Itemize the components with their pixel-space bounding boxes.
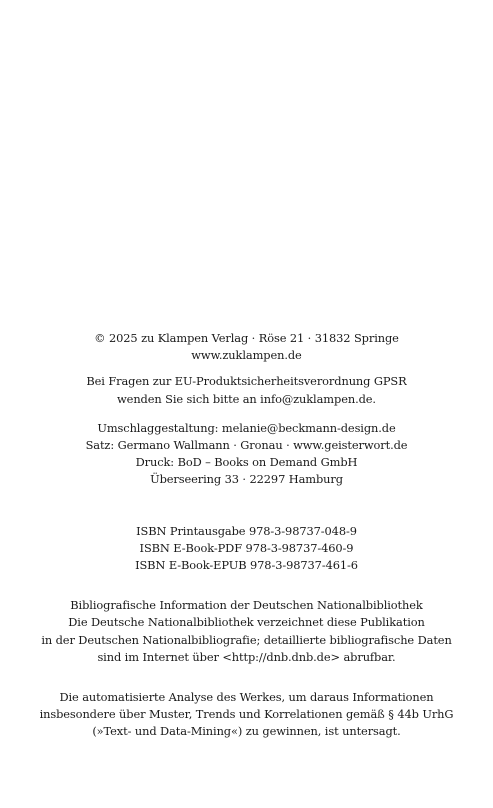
imprint-text: [0, 330, 493, 741]
publisher-website: www.zuklampen.de: [191, 348, 302, 363]
tdm-line-3: (»Text- und Data-Mining«) zu gewinnen, ist untersagt.: [92, 724, 401, 739]
tdm-block: [0, 689, 493, 741]
bibliographic-line-1: Bibliografische Information der Deutschen Nationalbibliothek: [70, 598, 423, 613]
gpsr-line-1: Bei Fragen zur EU-Produktsicherheitsverordnung GPSR: [86, 374, 407, 389]
typesetting-credit: Satz: Germano Wallmann · Gronau · www.geisterwort.de: [85, 438, 408, 453]
spacer: [0, 364, 493, 373]
isbn-pdf: ISBN E-Book-PDF 978-3-98737-460-9: [139, 540, 354, 555]
tdm-line-1: Die automatisierte Analyse des Werkes, um daraus Informationen: [59, 690, 434, 705]
bibliographic-line-2: Die Deutsche Nationalbibliothek verzeichnet diese Publikation: [68, 615, 425, 630]
spacer: [0, 666, 493, 689]
spacer: [0, 574, 493, 597]
production-block: [0, 420, 493, 489]
printer-credit: Druck: BoD – Books on Demand GmbH: [135, 455, 358, 470]
isbn-block: [0, 523, 493, 575]
spacer: [0, 408, 493, 420]
gpsr-block: [0, 373, 493, 407]
isbn-print: ISBN Printausgabe 978-3-98737-048-9: [136, 523, 357, 538]
bibliographic-block: [0, 597, 493, 666]
cover-design-credit: Umschlaggestaltung: melanie@beckmann-design.de: [97, 420, 396, 435]
isbn-epub: ISBN E-Book-EPUB 978-3-98737-461-6: [135, 558, 358, 573]
gpsr-line-2: wenden Sie sich bitte an info@zuklampen.de.: [117, 391, 376, 406]
publisher-block: [0, 330, 493, 364]
publisher-address: © 2025 zu Klampen Verlag · Röse 21 · 31832 Springe: [94, 331, 399, 345]
bibliographic-line-3: in der Deutschen Nationalbibliografie; detaillierte bibliografische Daten: [41, 632, 452, 647]
bibliographic-line-4: sind im Internet über <http://dnb.dnb.de> abrufbar.: [97, 649, 396, 664]
printer-address: Überseering 33 · 22297 Hamburg: [150, 472, 343, 487]
tdm-line-2: insbesondere über Muster, Trends und Korrelationen gemäß § 44b UrhG: [39, 707, 454, 722]
spacer: [0, 489, 493, 523]
